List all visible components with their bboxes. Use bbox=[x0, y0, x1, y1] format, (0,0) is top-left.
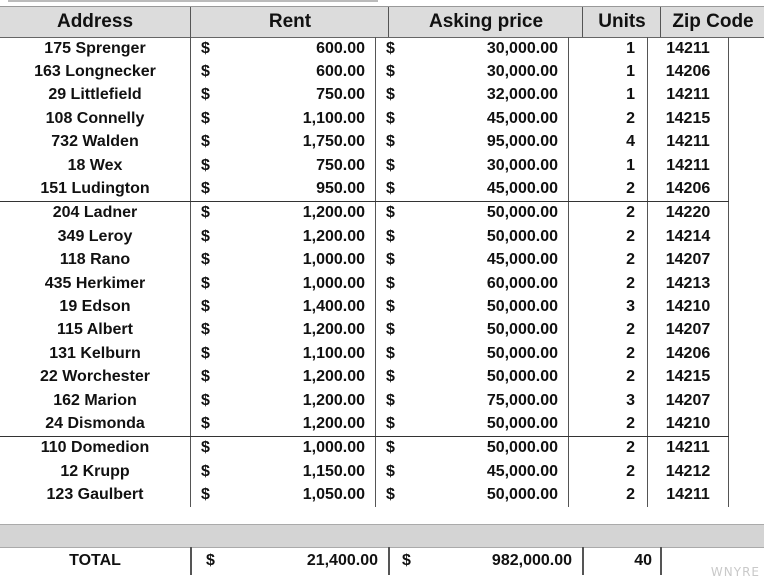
units-cell[interactable]: 2 bbox=[569, 249, 648, 272]
asking-price-cell[interactable]: 45,000.00 bbox=[400, 460, 569, 483]
asking-currency-cell[interactable]: $ bbox=[386, 368, 395, 386]
asking-price-cell[interactable]: 50,000.00 bbox=[400, 412, 569, 436]
total-rent[interactable]: 21,400.00 bbox=[306, 552, 378, 569]
table-row bbox=[0, 272, 729, 295]
units-cell[interactable]: 2 bbox=[569, 107, 648, 130]
units-cell[interactable]: 4 bbox=[569, 131, 648, 154]
asking-price-cell[interactable]: 32,000.00 bbox=[400, 84, 569, 107]
asking-price-cell[interactable]: 50,000.00 bbox=[400, 483, 569, 506]
asking-price-cell[interactable]: 50,000.00 bbox=[400, 319, 569, 342]
rent-cell[interactable]: 750.00 bbox=[215, 84, 376, 107]
address-cell[interactable]: 435 Herkimer bbox=[0, 272, 191, 295]
zip-code-cell[interactable]: 14207 bbox=[648, 249, 729, 272]
table-row bbox=[0, 436, 729, 460]
rent-currency-cell[interactable]: $ bbox=[201, 462, 210, 480]
rent-currency-cell[interactable]: $ bbox=[201, 391, 210, 409]
table-row bbox=[0, 295, 729, 318]
asking-price-cell[interactable]: 95,000.00 bbox=[400, 131, 569, 154]
rent-cell[interactable]: 1,400.00 bbox=[215, 295, 376, 318]
asking-currency-cell[interactable]: $ bbox=[376, 177, 401, 201]
total-asking-currency: $ bbox=[402, 552, 411, 569]
rent-currency-cell[interactable]: $ bbox=[201, 274, 210, 292]
rent-cell[interactable]: 1,100.00 bbox=[215, 107, 376, 130]
header-row bbox=[0, 6, 764, 38]
asking-currency-cell[interactable]: $ bbox=[386, 344, 395, 362]
units-cell[interactable]: 2 bbox=[569, 460, 648, 483]
address-cell[interactable]: 204 Ladner bbox=[0, 201, 191, 225]
units-cell[interactable]: 2 bbox=[569, 342, 648, 365]
address-cell[interactable]: 131 Kelburn bbox=[0, 342, 191, 365]
rent-currency-cell[interactable]: $ bbox=[201, 344, 210, 362]
units-cell[interactable]: 2 bbox=[569, 412, 648, 436]
total-divider-2 bbox=[388, 547, 390, 575]
watermark: WNYRE bbox=[710, 565, 760, 579]
address-cell[interactable]: 732 Walden bbox=[0, 131, 191, 154]
header-address[interactable]: Address bbox=[56, 11, 134, 32]
total-divider-4 bbox=[660, 547, 662, 575]
zip-code-cell[interactable]: 14211 bbox=[648, 84, 729, 107]
asking-currency-cell[interactable]: $ bbox=[386, 39, 395, 57]
address-cell[interactable]: 110 Domedion bbox=[0, 436, 191, 460]
rent-cell[interactable]: 1,200.00 bbox=[215, 201, 376, 225]
rent-currency-cell[interactable]: $ bbox=[201, 204, 210, 222]
units-cell[interactable]: 2 bbox=[569, 177, 648, 201]
units-cell[interactable]: 1 bbox=[569, 37, 648, 60]
asking-currency-cell[interactable]: $ bbox=[386, 227, 395, 245]
asking-currency-cell[interactable]: $ bbox=[386, 486, 395, 504]
zip-code-cell[interactable]: 14210 bbox=[648, 295, 729, 318]
rent-cell[interactable]: 1,150.00 bbox=[215, 460, 376, 483]
table-row bbox=[0, 37, 729, 60]
zip-code-cell[interactable]: 14212 bbox=[648, 460, 729, 483]
units-cell[interactable]: 2 bbox=[569, 272, 648, 295]
table-row bbox=[0, 107, 729, 130]
rent-cell[interactable]: 1,200.00 bbox=[215, 389, 376, 412]
asking-currency-cell[interactable]: $ bbox=[386, 439, 395, 457]
total-divider-3 bbox=[582, 547, 584, 575]
table-row bbox=[0, 84, 729, 107]
zip-code-cell[interactable]: 14206 bbox=[648, 60, 729, 83]
header-asking-price[interactable]: Asking price bbox=[388, 7, 583, 37]
asking-price-cell[interactable]: 50,000.00 bbox=[400, 436, 569, 460]
total-asking[interactable]: 982,000.00 bbox=[491, 552, 572, 569]
address-cell[interactable]: 22 Worchester bbox=[0, 365, 191, 388]
asking-price-cell[interactable]: 50,000.00 bbox=[400, 342, 569, 365]
table-row bbox=[0, 389, 729, 412]
rent-cell[interactable]: 1,000.00 bbox=[215, 249, 376, 272]
rent-currency-cell[interactable]: $ bbox=[201, 368, 210, 386]
units-cell[interactable]: 1 bbox=[569, 84, 648, 107]
asking-currency-cell[interactable]: $ bbox=[386, 63, 395, 81]
address-cell[interactable]: 349 Leroy bbox=[0, 225, 191, 248]
rent-currency-cell[interactable]: $ bbox=[201, 39, 210, 57]
address-cell[interactable]: 151 Ludington bbox=[0, 177, 191, 201]
address-cell[interactable]: 24 Dismonda bbox=[0, 412, 191, 436]
asking-currency-cell[interactable]: $ bbox=[386, 274, 395, 292]
address-cell[interactable]: 175 Sprenger bbox=[0, 37, 191, 60]
zip-code-cell[interactable]: 14213 bbox=[648, 272, 729, 295]
rent-currency-cell[interactable]: $ bbox=[201, 109, 210, 127]
rent-currency-cell[interactable]: $ bbox=[201, 321, 210, 339]
zip-code-cell[interactable]: 14207 bbox=[648, 319, 729, 342]
asking-price-cell[interactable]: 50,000.00 bbox=[400, 201, 569, 225]
rent-cell[interactable]: 600.00 bbox=[215, 60, 376, 83]
asking-currency-cell[interactable]: $ bbox=[386, 86, 395, 104]
rent-cell[interactable]: 1,750.00 bbox=[215, 131, 376, 154]
rent-cell[interactable]: 1,200.00 bbox=[215, 225, 376, 248]
units-cell[interactable]: 1 bbox=[569, 154, 648, 177]
units-cell[interactable]: 2 bbox=[569, 225, 648, 248]
rent-currency-cell[interactable]: $ bbox=[201, 227, 210, 245]
asking-price-cell[interactable]: 30,000.00 bbox=[400, 37, 569, 60]
asking-currency-cell[interactable]: $ bbox=[386, 133, 395, 151]
rent-currency-cell[interactable]: $ bbox=[191, 412, 216, 436]
zip-code-cell[interactable]: 14206 bbox=[648, 177, 729, 201]
rent-currency-cell[interactable]: $ bbox=[201, 63, 210, 81]
units-cell[interactable]: 3 bbox=[569, 295, 648, 318]
table-row bbox=[0, 177, 729, 201]
table-row bbox=[0, 60, 729, 83]
table-row bbox=[0, 342, 729, 365]
address-cell[interactable]: 123 Gaulbert bbox=[0, 483, 191, 506]
asking-currency-cell[interactable]: $ bbox=[386, 462, 395, 480]
asking-price-cell[interactable]: 45,000.00 bbox=[400, 107, 569, 130]
address-cell[interactable]: 115 Albert bbox=[0, 319, 191, 342]
units-cell[interactable]: 3 bbox=[569, 389, 648, 412]
total-rent-currency: $ bbox=[206, 552, 215, 569]
zip-code-cell[interactable]: 14207 bbox=[648, 389, 729, 412]
table-row bbox=[0, 412, 729, 436]
units-cell[interactable]: 2 bbox=[569, 483, 648, 506]
units-cell[interactable]: 2 bbox=[569, 365, 648, 388]
total-label[interactable]: TOTAL bbox=[69, 552, 121, 569]
zip-code-cell[interactable]: 14210 bbox=[648, 412, 729, 436]
zip-code-cell[interactable]: 14211 bbox=[648, 131, 729, 154]
rent-currency-cell[interactable]: $ bbox=[201, 251, 210, 269]
asking-price-cell[interactable]: 50,000.00 bbox=[400, 225, 569, 248]
rent-cell[interactable]: 1,200.00 bbox=[215, 365, 376, 388]
asking-price-cell[interactable]: 50,000.00 bbox=[400, 365, 569, 388]
total-divider-1 bbox=[190, 547, 192, 575]
units-cell[interactable]: 2 bbox=[569, 319, 648, 342]
table-row bbox=[0, 201, 729, 225]
table-row bbox=[0, 319, 729, 342]
table-row bbox=[0, 483, 729, 506]
table-row bbox=[0, 365, 729, 388]
rent-currency-cell[interactable]: $ bbox=[201, 439, 210, 457]
asking-price-cell[interactable]: 45,000.00 bbox=[400, 177, 569, 201]
asking-currency-cell[interactable]: $ bbox=[386, 391, 395, 409]
rent-cell[interactable]: 1,200.00 bbox=[215, 412, 376, 436]
rent-currency-cell[interactable]: $ bbox=[191, 177, 216, 201]
address-cell[interactable]: 118 Rano bbox=[0, 249, 191, 272]
asking-price-cell[interactable]: 30,000.00 bbox=[400, 60, 569, 83]
rent-currency-cell[interactable]: $ bbox=[201, 133, 210, 151]
rent-cell[interactable]: 1,050.00 bbox=[215, 483, 376, 506]
address-cell[interactable]: 162 Marion bbox=[0, 389, 191, 412]
asking-price-cell[interactable]: 75,000.00 bbox=[400, 389, 569, 412]
separator-bar bbox=[0, 524, 764, 548]
table-row bbox=[0, 154, 729, 177]
rent-currency-cell[interactable]: $ bbox=[201, 486, 210, 504]
address-cell[interactable]: 163 Longnecker bbox=[0, 60, 191, 83]
rent-cell[interactable]: 1,000.00 bbox=[215, 272, 376, 295]
address-cell[interactable]: 29 Littlefield bbox=[0, 84, 191, 107]
address-cell[interactable]: 12 Krupp bbox=[0, 460, 191, 483]
top-border bbox=[8, 0, 378, 2]
zip-code-cell[interactable]: 14211 bbox=[648, 436, 729, 460]
rent-currency-cell[interactable]: $ bbox=[201, 86, 210, 104]
zip-code-cell[interactable]: 14215 bbox=[648, 365, 729, 388]
table-row bbox=[0, 249, 729, 272]
asking-currency-cell[interactable]: $ bbox=[386, 204, 395, 222]
rent-cell[interactable]: 1,000.00 bbox=[215, 436, 376, 460]
rent-currency-cell[interactable]: $ bbox=[201, 297, 210, 315]
zip-code-cell[interactable]: 14211 bbox=[648, 483, 729, 506]
zip-code-cell[interactable]: 14206 bbox=[648, 342, 729, 365]
rent-cell[interactable]: 1,200.00 bbox=[215, 319, 376, 342]
asking-currency-cell[interactable]: $ bbox=[386, 156, 395, 174]
rent-currency-cell[interactable]: $ bbox=[201, 156, 210, 174]
zip-code-cell[interactable]: 14214 bbox=[648, 225, 729, 248]
data-table bbox=[0, 37, 729, 507]
asking-currency-cell[interactable]: $ bbox=[386, 321, 395, 339]
rent-cell[interactable]: 750.00 bbox=[215, 154, 376, 177]
asking-currency-cell[interactable]: $ bbox=[386, 109, 395, 127]
header-zip-code[interactable]: Zip Code bbox=[660, 7, 764, 37]
zip-code-cell[interactable]: 14211 bbox=[648, 154, 729, 177]
address-cell[interactable]: 19 Edson bbox=[0, 295, 191, 318]
table-row bbox=[0, 460, 729, 483]
units-cell[interactable]: 1 bbox=[569, 60, 648, 83]
total-units[interactable]: 40 bbox=[634, 552, 652, 569]
asking-currency-cell[interactable]: $ bbox=[376, 412, 401, 436]
zip-code-cell[interactable]: 14220 bbox=[648, 201, 729, 225]
asking-price-cell[interactable]: 30,000.00 bbox=[400, 154, 569, 177]
asking-price-cell[interactable]: 60,000.00 bbox=[400, 272, 569, 295]
asking-currency-cell[interactable]: $ bbox=[386, 297, 395, 315]
asking-currency-cell[interactable]: $ bbox=[386, 251, 395, 269]
units-cell[interactable]: 2 bbox=[569, 201, 648, 225]
table-row bbox=[0, 225, 729, 248]
asking-price-cell[interactable]: 45,000.00 bbox=[400, 249, 569, 272]
header-units[interactable]: Units bbox=[582, 7, 661, 37]
table-row bbox=[0, 131, 729, 154]
zip-code-cell[interactable]: 14215 bbox=[648, 107, 729, 130]
zip-code-cell[interactable]: 14211 bbox=[648, 37, 729, 60]
rent-cell[interactable]: 950.00 bbox=[215, 177, 376, 201]
rent-cell[interactable]: 1,100.00 bbox=[215, 342, 376, 365]
address-cell[interactable]: 108 Connelly bbox=[0, 107, 191, 130]
header-rent[interactable]: Rent bbox=[190, 7, 389, 37]
address-cell[interactable]: 18 Wex bbox=[0, 154, 191, 177]
rent-cell[interactable]: 600.00 bbox=[215, 37, 376, 60]
asking-price-cell[interactable]: 50,000.00 bbox=[400, 295, 569, 318]
units-cell[interactable]: 2 bbox=[569, 436, 648, 460]
